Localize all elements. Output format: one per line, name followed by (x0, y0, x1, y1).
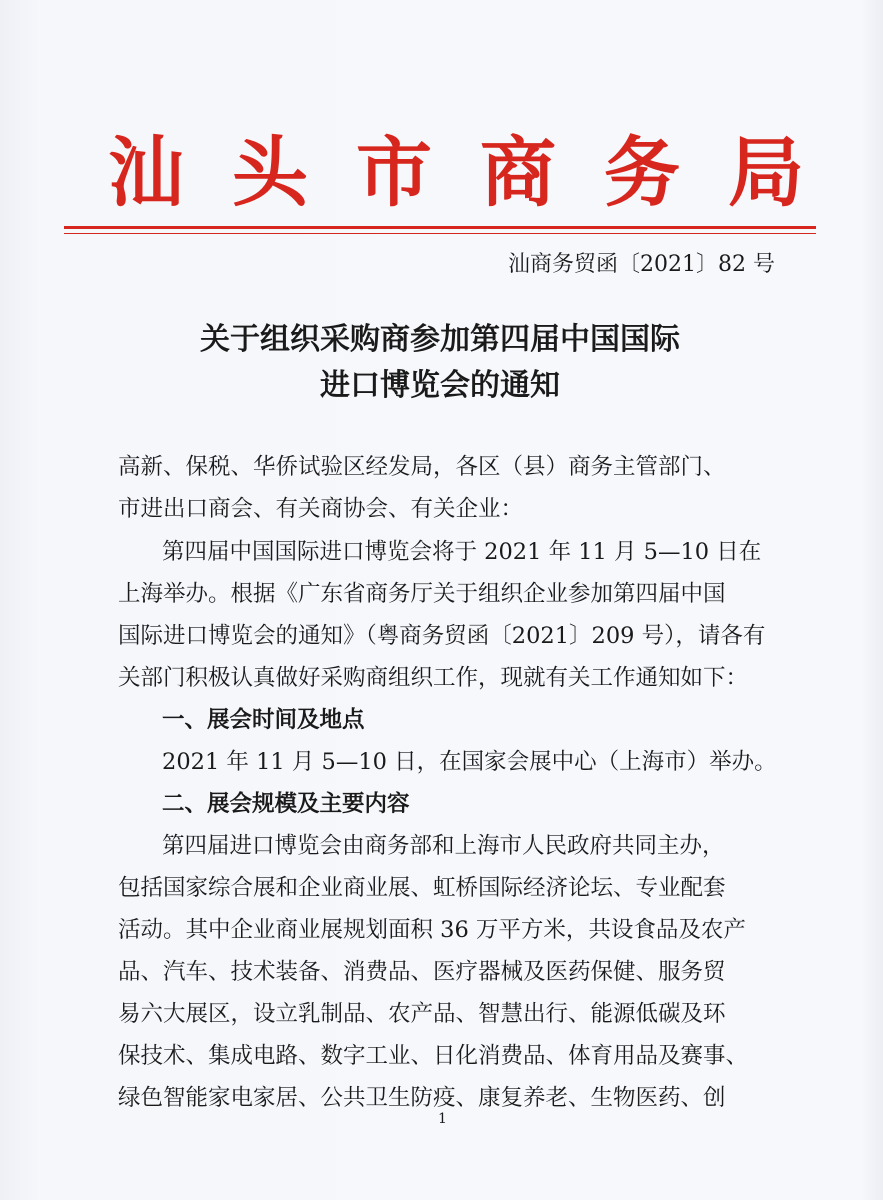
body-line: 第四届中国国际进口博览会将于 2021 年 11 月 5—10 日在 (162, 539, 762, 565)
document-title-line-1: 关于组织采购商参加第四届中国国际 (200, 322, 680, 357)
agency-letterhead: 汕头市商务局 (108, 128, 852, 217)
body-line: 保技术、集成电路、数字工业、日化消费品、体育用品及赛事、 (118, 1043, 749, 1069)
addressee-line-1: 高新、保税、华侨试验区经发局，各区（县）商务主管部门、 (118, 454, 726, 480)
body-line: 品、汽车、技术装备、消费品、医疗器械及医药保健、服务贸 (118, 959, 726, 985)
body-line: 包括国家综合展和企业商业展、虹桥国际经济论坛、专业配套 (118, 875, 726, 901)
document-number: 汕商务贸函〔2021〕82 号 (508, 252, 775, 277)
page-number: 1 (438, 1111, 447, 1127)
addressee-line-2: 市进出口商会、有关商协会、有关企业： (118, 496, 524, 522)
body-line: 第四届进口博览会由商务部和上海市人民政府共同主办， (162, 833, 725, 859)
section-heading-2: 二、展会规模及主要内容 (162, 791, 410, 817)
letterhead-rule-thin (64, 233, 816, 234)
section-heading-1: 一、展会时间及地点 (162, 707, 365, 733)
document-title-line-2: 进口博览会的通知 (320, 368, 560, 403)
body-line: 国际进口博览会的通知》（粤商务贸函〔2021〕209 号），请各有 (118, 623, 766, 649)
body-line: 2021 年 11 月 5—10 日，在国家会展中心（上海市）举办。 (162, 749, 777, 775)
body-line: 绿色智能家电家居、公共卫生防疫、康复养老、生物医药、创 (118, 1085, 726, 1111)
body-line: 易六大展区，设立乳制品、农产品、智慧出行、能源低碳及环 (118, 1001, 726, 1027)
body-line: 关部门积极认真做好采购商组织工作，现就有关工作通知如下： (118, 665, 749, 691)
body-line: 上海举办。根据《广东省商务厅关于组织企业参加第四届中国 (118, 581, 726, 607)
body-line: 活动。其中企业商业展规划面积 36 万平方米，共设食品及农产 (118, 917, 746, 943)
letterhead-rule-thick (64, 226, 816, 229)
